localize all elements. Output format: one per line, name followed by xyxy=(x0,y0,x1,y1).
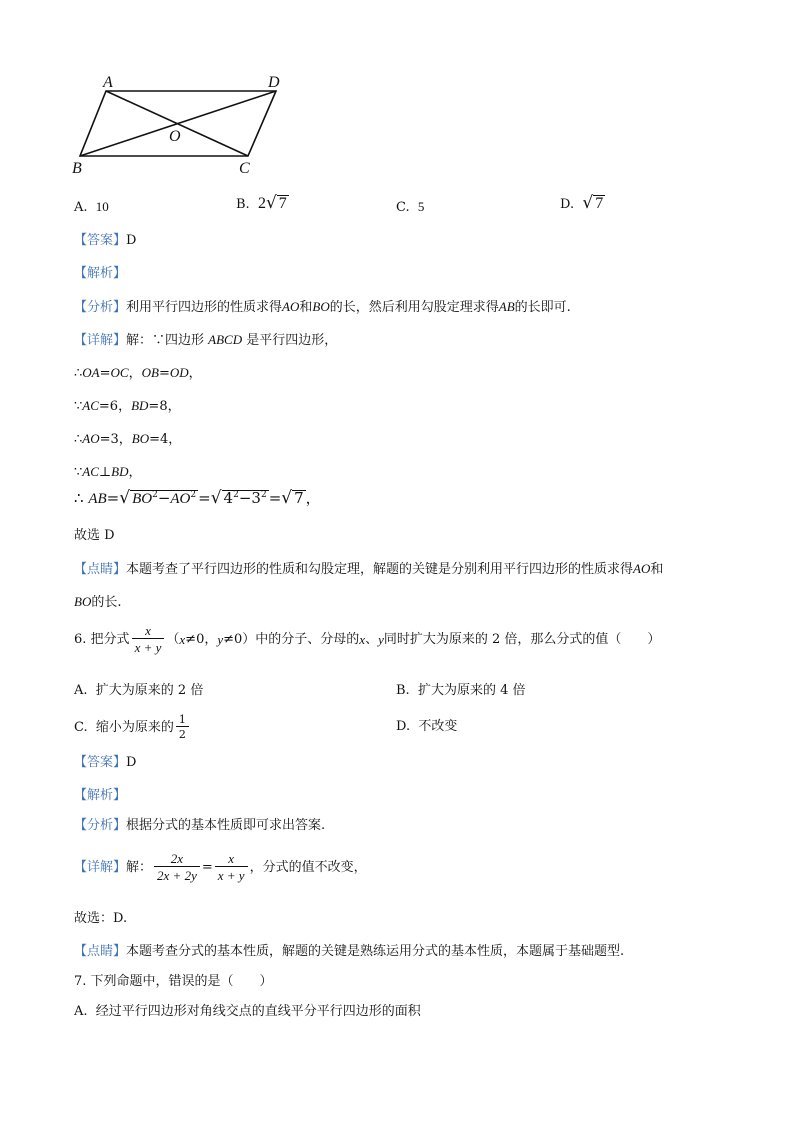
q5-option-b: B. 2√ 7 xyxy=(236,193,287,213)
q5-fenxi xyxy=(74,300,571,314)
q5-step5: ∵AC⊥BD， xyxy=(74,464,142,480)
text: 的长即可. xyxy=(514,300,571,315)
q5-option-a xyxy=(74,200,109,214)
parallelogram-figure xyxy=(60,68,300,180)
q6-option-c: C. 缩小为原来的 $\frac{1}{2}$ xyxy=(74,714,191,740)
q7-stem: 7. 下列命题中，错误的是（ ） xyxy=(74,974,273,989)
option-letter: B. xyxy=(236,197,250,212)
q5-step3: ∵AC=6，BD=8， xyxy=(74,398,181,414)
fenxi-tag: 【分析】 xyxy=(74,300,127,315)
text: 和 xyxy=(299,300,313,315)
q5-option-c xyxy=(396,200,424,214)
option-value: 5 xyxy=(417,199,425,214)
q6-fenxi: 【分析】根据分式的基本性质即可求出答案. xyxy=(74,818,326,833)
q5-jiexi: 【解析】 xyxy=(74,266,127,281)
q5-answer xyxy=(74,234,136,247)
q6-guxuan: 故选：D. xyxy=(74,911,128,926)
option-letter: C. xyxy=(396,200,410,215)
label-c: C xyxy=(239,160,250,177)
q6-jiexi: 【解析】 xyxy=(74,788,127,803)
option-letter: A. xyxy=(74,200,88,215)
var: BO xyxy=(312,299,330,314)
option-radicand: 7 xyxy=(595,195,604,212)
q5-dianjing-line2: BO的长. xyxy=(74,594,122,610)
q6-option-b: B. 扩大为原来的 4 倍 xyxy=(396,683,526,698)
q5-step4: ∴AO=3，BO=4， xyxy=(74,431,182,447)
q6-dianjing: 【点睛】本题考查分式的基本性质，解题的关键是熟练运用分式的基本性质，本题属于基础题型. xyxy=(74,944,625,959)
option-letter: D. xyxy=(560,197,575,212)
var: AB xyxy=(498,299,515,314)
text: 的长，然后利用勾股定理求得 xyxy=(329,300,499,315)
question-number: 6. xyxy=(74,631,87,647)
q5-option-d: D. √ 7 xyxy=(560,193,604,213)
q6-answer: 【答案】D xyxy=(74,755,137,770)
text: 解：∵四边形 xyxy=(126,333,209,348)
var: AO xyxy=(282,299,300,314)
q6-xiangjie: 【详解】 解： $\frac{2x}{2x + 2y}$ = $\frac{x}{x + y}$ ，分式的值不改变， xyxy=(74,851,367,883)
option-radicand: 7 xyxy=(278,195,287,212)
label-o: O xyxy=(169,128,181,145)
q5-guxuan: 故选 D xyxy=(74,528,115,543)
q5-dianjing: 【点睛】本题考查了平行四边形的性质和勾股定理，解题的关键是分别利用平行四边形的性质求得AO和 xyxy=(74,561,664,577)
option-coef: 2 xyxy=(257,195,266,212)
text: 是平行四边形， xyxy=(242,333,338,348)
label-d: D xyxy=(268,74,280,91)
q6-option-a: A. 扩大为原来的 2 倍 xyxy=(74,683,204,698)
xiangjie-tag: 【详解】 xyxy=(74,333,127,348)
option-value: 10 xyxy=(95,199,109,214)
q5-step2: ∴OA=OC，OB=OD， xyxy=(74,365,202,381)
answer-value: D xyxy=(126,233,137,248)
var: ABCD xyxy=(208,332,243,347)
label-b: B xyxy=(72,160,82,177)
q6-option-d: D. 不改变 xyxy=(396,719,458,734)
dianjing-tag: 【点睛】 xyxy=(74,562,127,577)
text: 利用平行四边形的性质求得 xyxy=(126,300,283,315)
answer-tag: 【答案】 xyxy=(74,233,127,248)
q6-stem: 6. 把分式 $\frac{x}{x + y}$ （ x ≠0， y ≠0）中的分子、分母的 x 、 y 同时扩大为原来的 2 倍，那么分式的值（ ） xyxy=(74,623,661,655)
diagonal-bd xyxy=(80,91,276,156)
label-a: A xyxy=(103,74,113,91)
q5-step1 xyxy=(74,333,337,347)
q7-option-a: A. 经过平行四边形对角线交点的直线平分平行四边形的面积 xyxy=(74,1004,421,1019)
q5-step6-formula: ∴ AB=√ $BO^2-AO^2$ =√ $4^2-3^2$ =√ 7 ， xyxy=(74,488,321,508)
